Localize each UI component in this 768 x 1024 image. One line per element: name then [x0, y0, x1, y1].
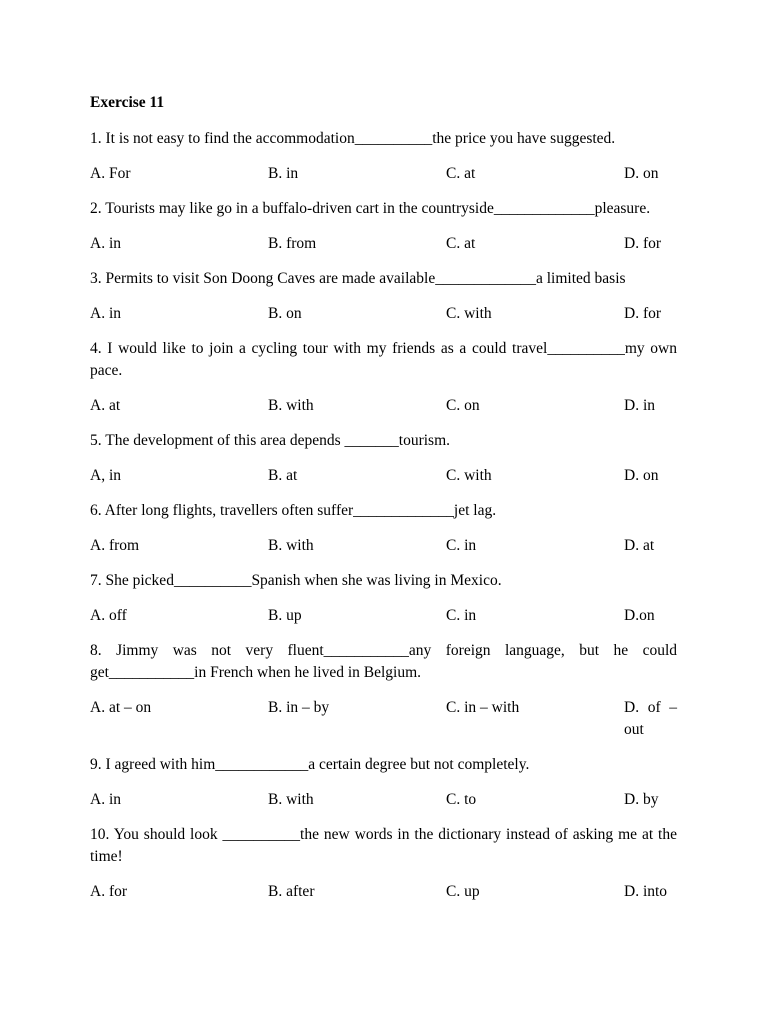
option-d: D.on: [624, 607, 655, 624]
question-block: [90, 754, 677, 811]
option-c: C. at: [446, 165, 476, 182]
option-b: B. from: [268, 235, 317, 252]
question-block: [90, 430, 677, 487]
exercise-title: Exercise 11: [90, 94, 165, 111]
question-block: [90, 338, 677, 417]
option-a: A. in: [90, 791, 121, 808]
option-b: B. after: [268, 883, 315, 900]
question-block: [90, 824, 677, 903]
question-block: [90, 500, 677, 557]
question-text: 4. I would like to join a cycling tour with my friends as a could travel__________my own pace.: [90, 340, 677, 379]
option-c: C. with: [446, 467, 492, 484]
option-d: D. for: [624, 235, 662, 252]
option-b: B. in – by: [268, 699, 330, 716]
option-b: B. up: [268, 607, 302, 624]
question-block: [90, 640, 677, 741]
answer-options: [90, 233, 677, 255]
option-c: C. to: [446, 791, 477, 808]
answer-options: [90, 535, 677, 557]
option-d: D. on: [624, 467, 659, 484]
option-d: D. at: [624, 537, 655, 554]
option-d: D. into: [624, 883, 668, 900]
option-a: A. For: [90, 165, 131, 182]
option-c: C. in: [446, 537, 477, 554]
option-d: D. on: [624, 165, 659, 182]
option-c: C. in – with: [446, 699, 520, 716]
question-text: 6. After long flights, travellers often suffer_____________jet lag.: [90, 502, 497, 519]
option-d: D. for: [624, 305, 662, 322]
option-c: C. at: [446, 235, 476, 252]
exercise-page: [90, 93, 677, 916]
option-a: A, in: [90, 467, 121, 484]
answer-options: [90, 395, 677, 417]
question-text: 2. Tourists may like go in a buffalo-driven cart in the countryside_____________pleasure.: [90, 200, 651, 217]
question-text: 9. I agreed with him____________a certain degree but not completely.: [90, 756, 530, 773]
option-b: B. on: [268, 305, 302, 322]
option-a: A. from: [90, 537, 140, 554]
answer-options: [90, 163, 677, 185]
option-b: B. with: [268, 791, 314, 808]
option-c: C. in: [446, 607, 477, 624]
answer-options: [90, 465, 677, 487]
question-block: [90, 570, 677, 627]
option-a: A. in: [90, 235, 121, 252]
option-d: D. in: [624, 397, 655, 414]
option-b: B. at: [268, 467, 298, 484]
option-b: B. with: [268, 537, 314, 554]
question-text: 7. She picked__________Spanish when she was living in Mexico.: [90, 572, 502, 589]
question-block: [90, 268, 677, 325]
option-a: A. at – on: [90, 699, 152, 716]
question-text: 5. The development of this area depends _______tourism.: [90, 432, 451, 449]
option-a: A. off: [90, 607, 127, 624]
answer-options: [90, 789, 677, 811]
option-d: D. of – out: [624, 699, 677, 738]
question-text: 10. You should look __________the new words in the dictionary instead of asking me at the time!: [90, 826, 677, 865]
option-b: B. in: [268, 165, 299, 182]
answer-options: [90, 881, 677, 903]
option-c: C. on: [446, 397, 480, 414]
option-c: C. with: [446, 305, 492, 322]
question-text: 1. It is not easy to find the accommodation__________the price you have suggested.: [90, 130, 616, 147]
question-block: [90, 128, 677, 185]
option-d: D. by: [624, 791, 659, 808]
question-block: [90, 198, 677, 255]
question-text: 8. Jimmy was not very fluent___________any foreign language, but he could get___________in French when he lived in Belgium.: [90, 642, 677, 681]
option-a: A. at: [90, 397, 121, 414]
option-a: A. in: [90, 305, 121, 322]
answer-options: [90, 697, 677, 741]
answer-options: [90, 303, 677, 325]
question-text: 3. Permits to visit Son Doong Caves are made available_____________a limited basis: [90, 270, 626, 287]
answer-options: [90, 605, 677, 627]
option-b: B. with: [268, 397, 314, 414]
option-c: C. up: [446, 883, 480, 900]
option-a: A. for: [90, 883, 128, 900]
